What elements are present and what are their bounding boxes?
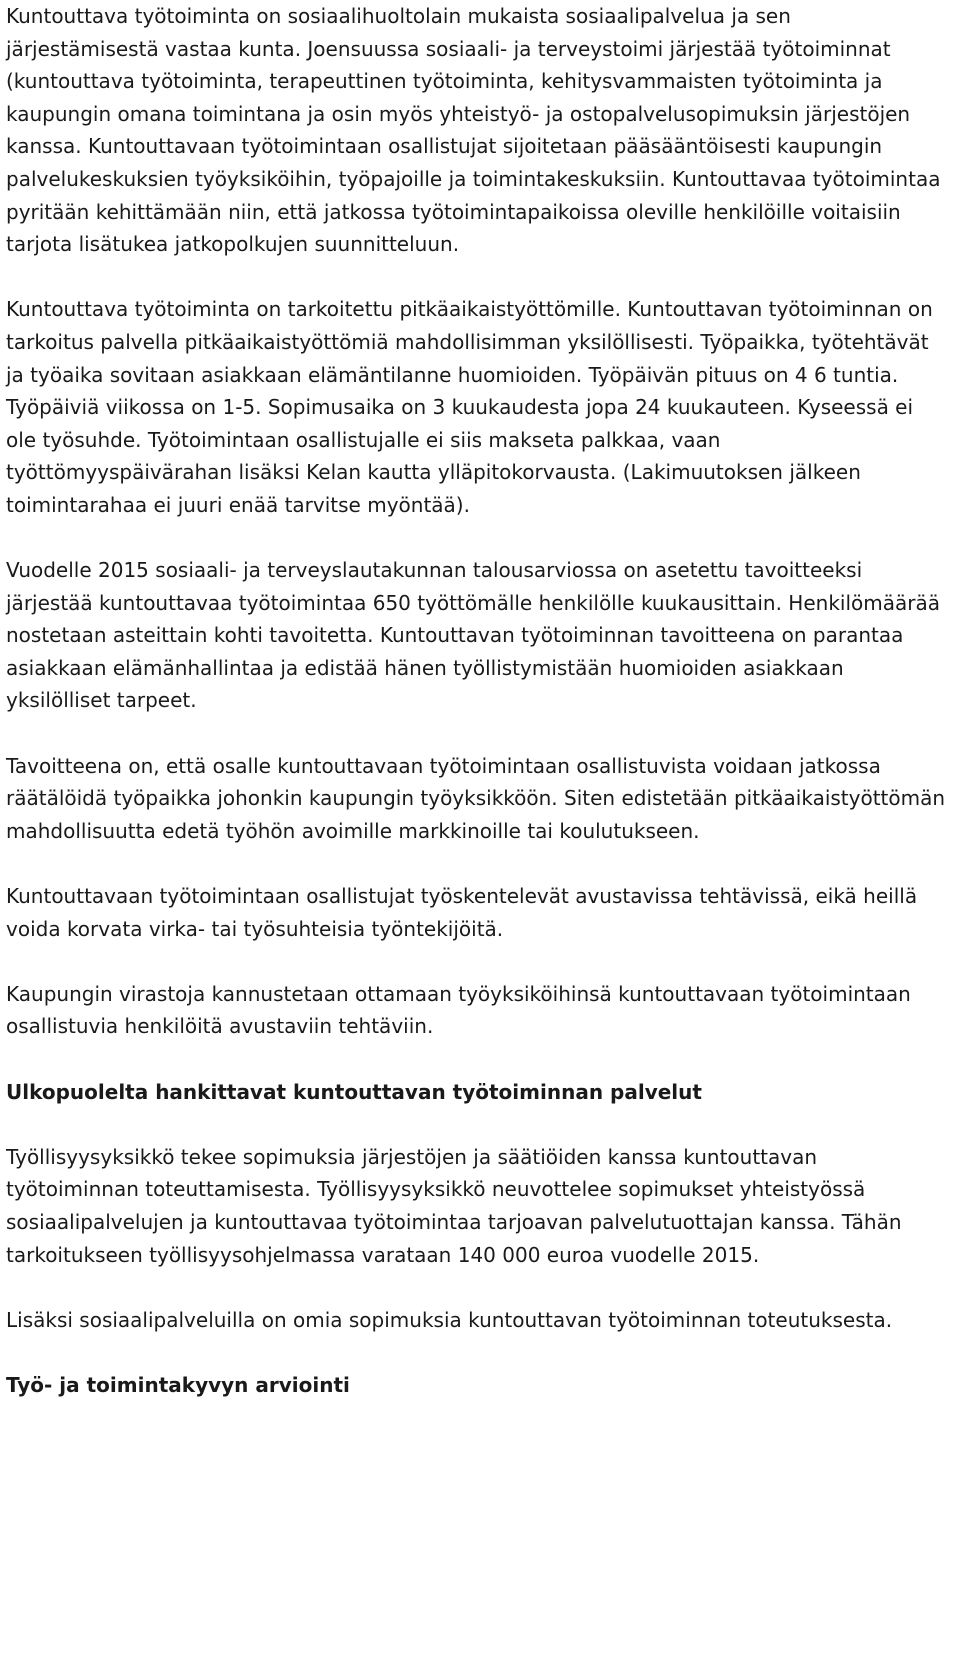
paragraph-spacer [6,261,948,294]
section-heading: Ulkopuolelta hankittavat kuntouttavan työtoiminnan palvelut [6,1079,702,1104]
body-paragraph: Työllisyysyksikkö tekee sopimuksia järjestöjen ja säätiöiden kanssa kuntouttavan työtoiminnan toteuttamisesta. Työllisyysyksikkö neuvottelee sopimukset yhteistyössä sosiaalipalvelujen ja kuntouttavaa työtoimintaa tarjoavan palvelutuottajan kanssa. Tähän tarkoitukseen työllisyysohjelmassa varataan 140 000 euroa vuodelle 2015. [6,1144,902,1267]
body-paragraph: Vuodelle 2015 sosiaali- ja terveyslautakunnan talousarviossa on asetettu tavoitteeksi järjestää kuntouttavaa työtoimintaa 650 työttömälle henkilölle kuukausittain. Henkilömäärää nostetaan asteittain kohti tavoitetta. Kuntouttavan työtoiminnan tavoitteena on parantaa asiakkaan elämänhallintaa ja edistää hänen työllistymistään huomioiden asiakkaan yksilölliset tarpeet. [6,558,940,713]
section-heading: Työ- ja toimintakyvyn arviointi [6,1372,350,1397]
body-paragraph: Kuntouttava työtoiminta on tarkoitettu pitkäaikaistyöttömille. Kuntouttavan työtoiminnan on tarkoitus palvella pitkäaikaistyöttömiä mahdollisimman yksilöllisesti. Työpaikka, työtehtävät ja työaika sovitaan asiakkaan elämäntilanne huomioiden. Työpäivän pituus on 4 6 tuntia. Työpäiviä viikossa on 1-5. Sopimusaika on 3 kuukaudesta jopa 24 kuukauteen. Kyseessä ei ole työsuhde. Työtoimintaan osallistujalle ei siis makseta palkkaa, vaan työttömyyspäivärahan lisäksi Kelan kautta ylläpitokorvausta. (Lakimuutoksen jälkeen toimintarahaa ei juuri enää tarvitse myöntää). [6,297,933,517]
paragraph-spacer [6,717,948,750]
paragraph-spacer [6,945,948,978]
body-paragraph: Kaupungin virastoja kannustetaan ottamaan työyksiköihinsä kuntouttavaan työtoimintaan osallistuvia henkilöitä avustaviin tehtäviin. [6,981,911,1039]
paragraph-spacer [6,1336,948,1369]
paragraph-spacer [6,522,948,555]
body-paragraph: Kuntouttavaan työtoimintaan osallistujat työskentelevät avustavissa tehtävissä, eikä heillä voida korvata virka- tai työsuhteisia työntekijöitä. [6,884,918,941]
paragraph-spacer [6,1271,948,1304]
intro-paragraph [6,0,948,261]
paragraph-spacer [6,1108,948,1141]
paragraph-spacer [6,1043,948,1076]
intro-sentence-1: Kuntouttava työtoiminta on sosiaalihuoltolain mukaista sosiaalipalvelua ja sen järjestämisestä vastaa kunta. [6,4,791,61]
body-paragraph: Tavoitteena on, että osalle kuntouttavaan työtoimintaan osallistuvista voidaan jatkossa räätälöidä työpaikka johonkin kaupungin työyksikköön. Siten edistetään pitkäaikaistyöttömän mahdollisuutta edetä työhön avoimille markkinoille tai koulutukseen. [6,753,946,843]
intro-sentence-2: Joensuussa sosiaali- ja terveystoimi järjestää työtoiminnat (kuntouttava työtoiminta, terapeuttinen työtoiminta, kehitysvammaisten työtoiminta ja kaupungin omana toimintana ja osin myös yhteistyö- ja ostopalvelusopimuksin järjestöjen kanssa. [6,36,911,159]
intro-sentence-4: Kuntouttavaa työtoimintaa pyritään kehittämään niin, että jatkossa työtoimintapaikoissa oleville henkilöille voitaisiin tarjota lisätukea jatkopolkujen suunnitteluun. [6,166,941,257]
body-paragraph: Lisäksi sosiaalipalveluilla on omia sopimuksia kuntouttavan työtoiminnan toteutuksesta. [6,1307,893,1332]
paragraph-spacer [6,847,948,880]
intro-sentence-3: Kuntouttavaan työtoimintaan osallistujat sijoitetaan pääsääntöisesti kaupungin palvelukeskuksien työyksiköihin, työpajoille ja toimintakeskuksiin. [6,134,883,191]
